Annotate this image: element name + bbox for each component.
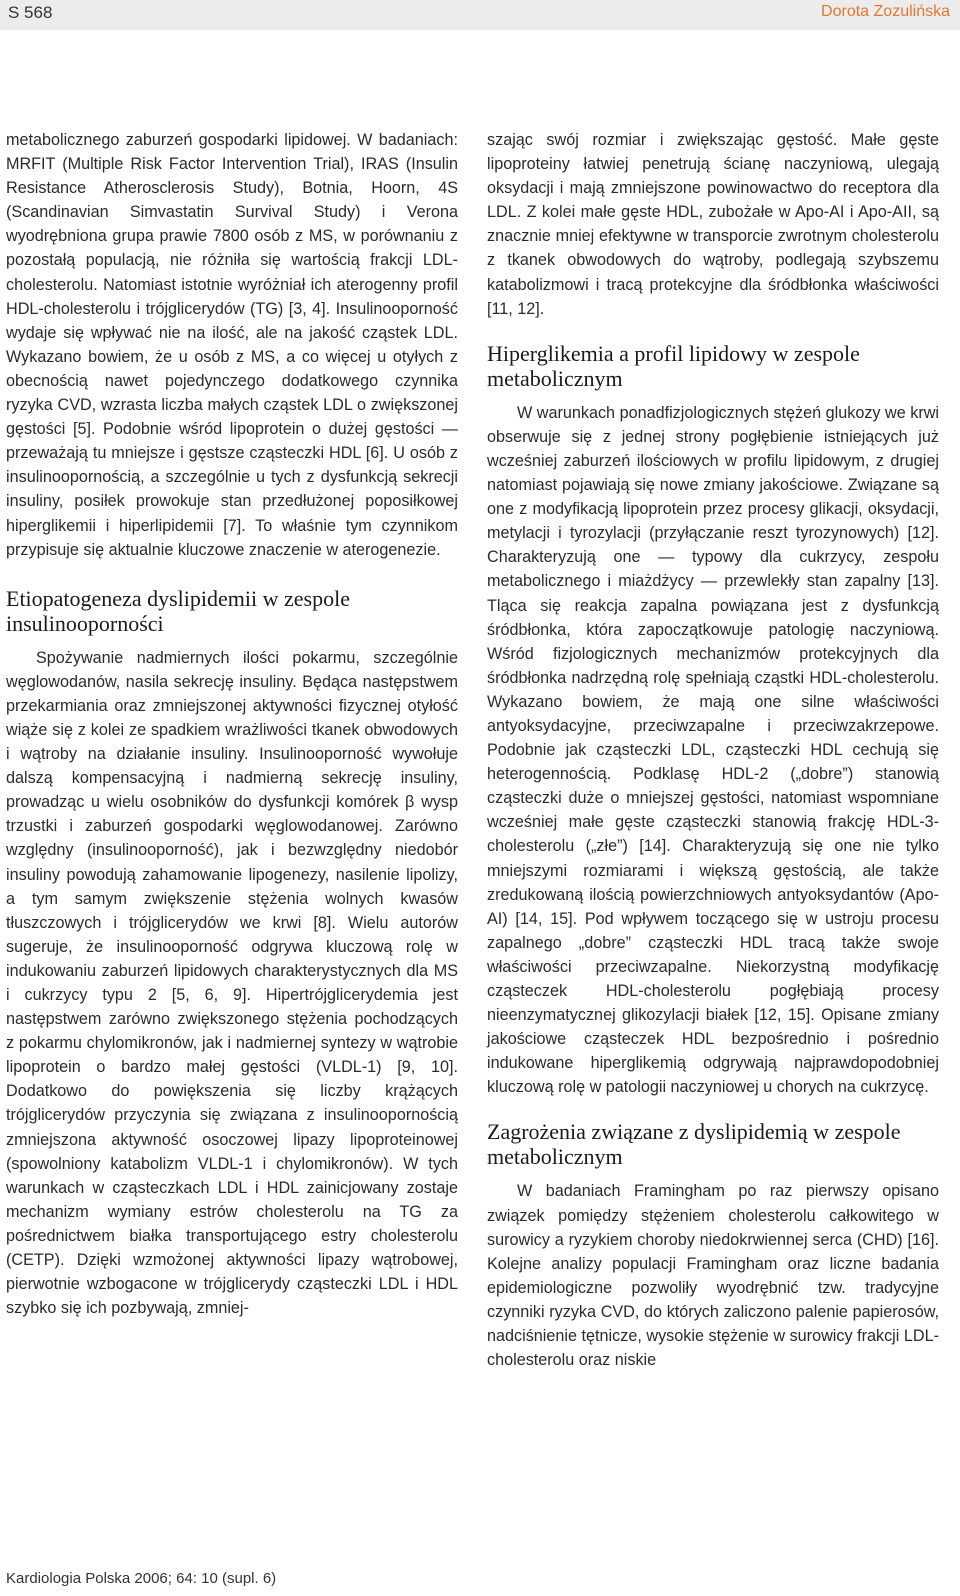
- paragraph-intro: metabolicznego zaburzeń gospodarki lipidowej. W badaniach: MRFIT (Multiple Risk Factor Intervention Trial), IRAS (Insulin Resistance Atherosclerosis Study), Botnia, Hoorn, 4S (Scandinavian Simvastatin Survival Study) i Verona wyodrębniona grupa prawie 7800 osób z MS, w porównaniu z pozostałą populacją, nie różniła się wartością frakcji LDL-cholesterolu. Natomiast istotnie wyróżniał ich aterogenny profil HDL-cholesterolu i trójglicerydów (TG) [3, 4]. Insulinooporność wydaje się wpływać nie na ilość, ale na jakość cząstek LDL. Wykazano bowiem, że u osób z MS, a co więcej u otyłych z obecnością nawet pojedynczego dodatkowego czynnika ryzyka CVD, wzrasta liczba małych cząstek LDL o zwiększonej gęstości [5]. Podobnie wśród lipoprotein o dużej gęstości — przeważają tu mniejsze i gęstsze cząsteczki HDL [6]. U osób z insulinoopornością, a szczególnie u tych z dysfunkcją sekrecji insuliny, posiłek prowokuje stan przedłużonej poposiłkowej hiperglikemii i hiperlipidemii [7]. To właśnie tym czynnikom przypisuje się aktualnie kluczowe znaczenie w aterogenezie.: [6, 131, 458, 559]
- right-column: [487, 128, 939, 1372]
- running-header: [0, 0, 960, 30]
- page-number: S 568: [8, 3, 53, 22]
- section-heading-etiopatogeneza: Etiopatogeneza dyslipidemii w zespole insulinooporności: [6, 585, 350, 636]
- paragraph-continued: szając swój rozmiar i zwiększając gęstość. Małe gęste lipoproteiny łatwiej penetrują ścianę naczyniową, ulegają oksydacji i mają zmniejszone powinowactwo do receptora dla LDL. Z kolei małe gęste HDL, zubożałe w Apo-AI i Apo-AII, są znacznie mniej efektywne w transporcie zwrotnym cholesterolu z tkanek obwodowych do wątroby, podlegają szybszemu katabolizmowi i tracą protekcyjne dla śródbłonka właściwości [11, 12].: [487, 131, 939, 318]
- journal-citation: Kardiologia Polska 2006; 64: 10 (supl. 6): [6, 1570, 277, 1587]
- paragraph-etiopatogeneza: Spożywanie nadmiernych ilości pokarmu, szczególnie węglowodanów, nasila sekrecję insuliny. Będąca następstwem przekarmiania oraz zmniejszonej aktywności fizycznej otyłość wiąże się z kolei ze spadkiem wrażliwości tkanek obwodowych i wątroby na działanie insuliny. Insulinooporność wywołuje dalszą kompensacyjną i nadmierną sekrecję insuliny, prowadząc u wielu osobników do dysfunkcji komórek β wysp trzustki i zaburzeń gospodarki węglowodanowej. Zarówno względny (insulinooporność), jak i bezwzględny niedobór insuliny powodują zahamowanie lipogenezy, nasilenie lipolizy, a tym samym zwiększenie stężenia wolnych kwasów tłuszczowych i trójglicerydów we krwi [8]. Wielu autorów sugeruje, że insulinooporność odgrywa kluczową rolę w indukowaniu zaburzeń lipidowych charakterystycznych dla MS i cukrzycy typu 2 [5, 6, 9]. Hipertrójglicerydemia jest następstwem zarówno zwiększonego stężenia pochodzących z pokarmu chylomikronów, jak i nadmiernej syntezy w wątrobie lipoprotein o bardzo małej gęstości (VLDL-1) [9, 10]. Dodatkowo do powiększenia się liczby krążących trójglicerydów przyczynia się związana z insulinoopornością zmniejszona aktywność osoczowej lipazy lipoproteinowej (spowolniony katabolizm VLDL-1 i chylomikronów). W tych warunkach w cząsteczkach LDL i HDL zainicjowany zostaje mechanizm wymiany estrów cholesterolu na TG za pośrednictwem białka transportującego estry cholesterolu (CETP). Dzięki wzmożonej aktywności lipazy wątrobowej, pierwotnie wzbogacone w trójglicerydy cząsteczki LDL i HDL szybko się ich pozbywają, zmniej-: [6, 648, 458, 1318]
- left-column: [6, 128, 458, 1320]
- running-author: Dorota Zozulińska: [821, 3, 950, 20]
- section-heading-zagrozenia: Zagrożenia związane z dyslipidemią w zespole metabolicznym: [487, 1119, 901, 1170]
- paragraph-hiperglikemia: W warunkach ponadfizjologicznych stężeń glukozy we krwi obserwuje się z jednej strony pogłębienie istniejących już wcześniej zaburzeń ilościowych w profilu lipidowym, z drugiej natomiast pojawiają się nowe zmiany jakościowe. Związane są one z modyfikacją lipoprotein przez procesy glikacji, oksydacji, metylacji i tyrozylacji (przyłączanie reszt tyrozynowych) [12]. Charakteryzują one — typowy dla cukrzycy, zespołu metabolicznego i miażdżycy — przewlekły stan zapalny [13]. Tląca się reakcja zapalna powiązana jest z dysfunkcją śródbłonka, która zapoczątkowuje patologię naczyniową. Wśród fizjologicznych mechanizmów protekcyjnych dla śródbłonka nadrzędną rolę spełniają cząstki HDL-cholesterolu. Wykazano bowiem, że mają one silne właściwości antyoksydacyjne, przeciwzapalne i przeciwzakrzepowe. Podobnie jak cząsteczki LDL, cząsteczki HDL cechują się heterogennością. Podklasę HDL-2 („dobre”) stanowią cząsteczki duże o mniejszej gęstości, natomiast wspomniane wcześniej małe gęste cząsteczki stanowią frakcję HDL-3- cholesterolu („złe”) [14]. Charakteryzują się one nie tylko mniejszymi rozmiarami i większą gęstością, ale także zredukowaną ilością powierzchniowych antyoksydantów (Apo-AI) [14, 15]. Pod wpływem toczącego się w ustroju procesu zapalnego „dobre” cząsteczki HDL tracą także swoje właściwości przeciwzapalne. Niekorzystną modyfikację cząsteczek HDL-cholesterolu pogłębiają procesy nieenzymatycznej glikozylacji białek [12, 15]. Opisane zmiany jakościowe cząsteczek HDL bezpośrednio i pośrednio indukowane hiperglikemią odgrywają najprawdopodobniej kluczową rolę w patologii naczyniowej u chorych na cukrzycę.: [487, 403, 939, 1097]
- section-heading-hiperglikemia: Hiperglikemia a profil lipidowy w zespole metabolicznym: [487, 340, 860, 391]
- paragraph-zagrozenia: W badaniach Framingham po raz pierwszy opisano związek pomiędzy stężeniem cholesterolu całkowitego w surowicy a ryzykiem choroby niedokrwiennej serca (CHD) [16]. Kolejne analizy populacji Framingham oraz liczne badania epidemiologiczne pozwoliły wyodrębnić tzw. tradycyjne czynniki ryzyka CVD, do których zaliczono palenie papierosów, nadciśnienie tętnicze, wysokie stężenie w surowicy frakcji LDL-cholesterolu oraz niskie: [487, 1182, 939, 1370]
